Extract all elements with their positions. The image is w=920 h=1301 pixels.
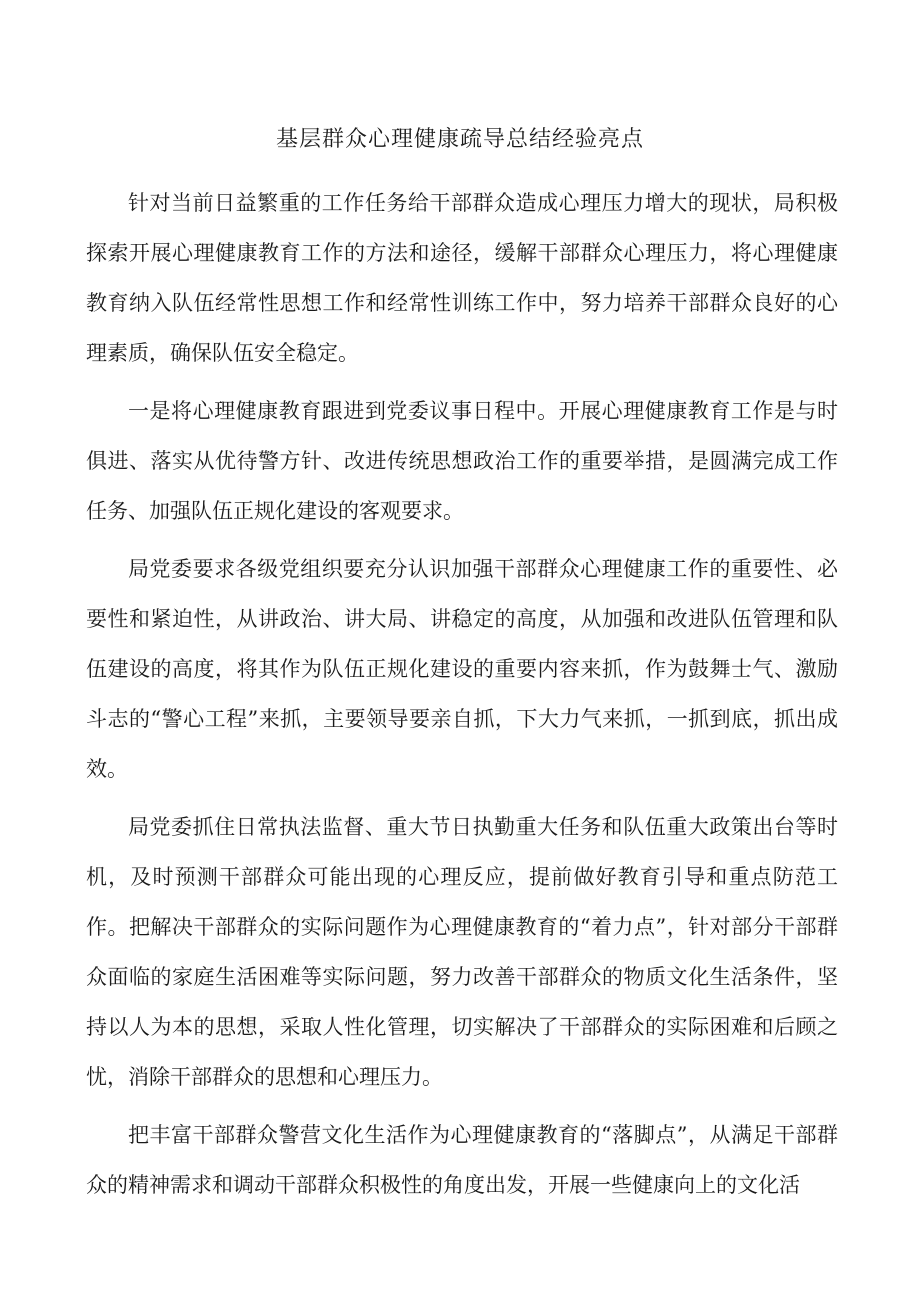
paragraph-intro: 针对当前日益繁重的工作任务给干部群众造成心理压力增大的现状，局积极探索开展心理健康教育工作的方法和途径，缓解干部群众心理压力，将心理健康教育纳入队伍经常性思想工作和经常性训练工作中，努力培养干部群众良好的心理素质，确保队伍安全稳定。 xyxy=(86,191,838,365)
paragraph-party-committee-requirements: 局党委要求各级党组织要充分认识加强干部群众心理健康工作的重要性、必要性和紧迫性，从讲政治、讲大局、讲稳定的高度，从加强和改进队伍管理和队伍建设的高度，将其作为队伍正规化建设的重要内容来抓，作为鼓舞士气、激励斗志的“警心工程”来抓，主要领导要亲自抓，下大力气来抓，一抓到底，抓出成效。 xyxy=(86,557,838,781)
paragraph-practical-issues: 局党委抓住日常执法监督、重大节日执勤重大任务和队伍重大政策出台等时机，及时预测干部群众可能出现的心理反应，提前做好教育引导和重点防范工作。把解决干部群众的实际问题作为心理健康教育的“着力点”，针对部分干部群众面临的家庭生活困难等实际问题，努力改善干部群众的物质文化生活条件，坚持以人为本的思想，采取人性化管理，切实解决了干部群众的实际困难和后顾之忧，消除干部群众的思想和心理压力。 xyxy=(86,815,838,1089)
document-body xyxy=(86,178,838,1218)
paragraph-agenda: 一是将心理健康教育跟进到党委议事日程中。开展心理健康教育工作是与时俱进、落实从优待警方针、改进传统思想政治工作的重要举措，是圆满完成工作任务、加强队伍正规化建设的客观要求。 xyxy=(86,399,838,523)
document-title: 基层群众心理健康疏导总结经验亮点 xyxy=(275,127,644,152)
paragraph-cultural-life: 把丰富干部群众警营文化生活作为心理健康教育的“落脚点”，从满足干部群众的精神需求和调动干部群众积极性的角度出发，开展一些健康向上的文化活 xyxy=(86,1123,838,1197)
